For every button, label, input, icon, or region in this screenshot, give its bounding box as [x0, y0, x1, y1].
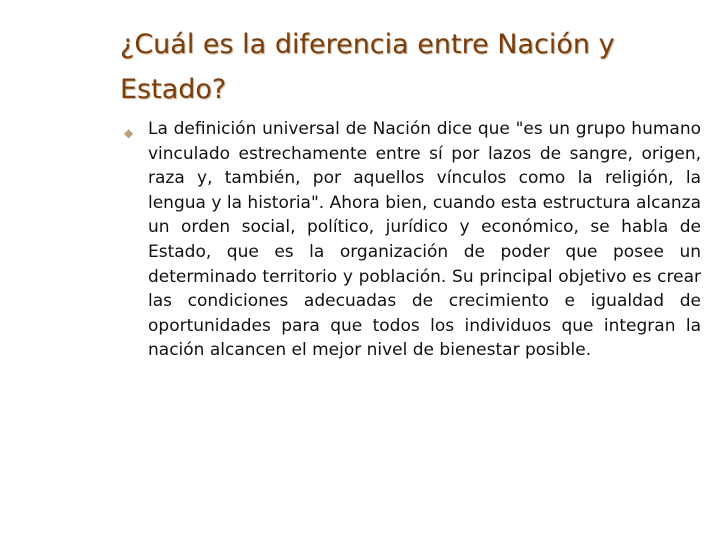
slide-title: ¿Cuál es la diferencia entre Nación y Estado? [120, 29, 615, 105]
slide-body-text: La definición universal de Nación dice que "es un grupo humano vinculado estrechamente entre sí por lazos de sangre, origen, raza y, también, por aquellos vínculos como la religión, la lengua y la historia". Ahora bien, cuando esta estructura alcanza un orden social, político, jurídico y económico, se habla de Estado, que es la organización de poder que posee un determinado territorio y población. Su principal objetivo es crear las condiciones adecuadas de crecimiento e igualdad de oportunidades para que todos los individuos que integran la nación alcancen el mejor nivel de bienestar posible. [148, 119, 701, 361]
diamond-bullet-icon: ◆ [124, 126, 134, 140]
